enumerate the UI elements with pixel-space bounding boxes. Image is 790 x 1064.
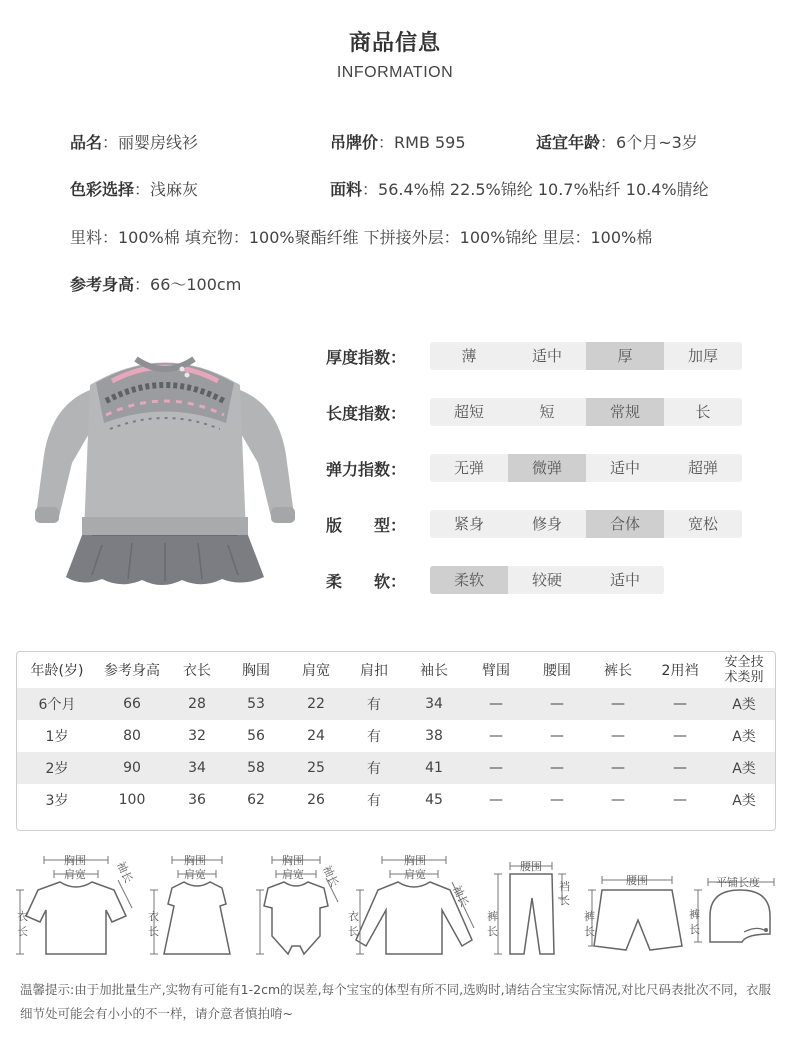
- index-bar: [430, 398, 742, 426]
- table-header: 肩扣: [360, 663, 388, 679]
- table-cell: 1岁: [45, 729, 69, 745]
- table-cell: 24: [307, 728, 325, 744]
- table-cell: —: [489, 728, 503, 744]
- table-cell: —: [673, 792, 687, 808]
- info-age: 适宜年龄：6个月~3岁: [536, 133, 698, 152]
- info-lining: 里料：100%棉 填充物：100%聚酯纤维 下拼接外层：100%锦纶 里层：100%棉: [70, 228, 653, 247]
- page-title: 商品信息: [348, 31, 441, 56]
- crotch-label: 长: [559, 894, 570, 907]
- table-cell: 有: [347, 688, 401, 720]
- index-label: 厚度指数：: [326, 348, 407, 367]
- index-option: 修身: [531, 515, 562, 533]
- pants-length-label: 长: [487, 925, 498, 938]
- index-label: 柔 软：: [326, 572, 407, 591]
- shoulder-label: 肩宽: [404, 868, 426, 881]
- table-cell: —: [611, 728, 625, 744]
- table-header: 腰围: [543, 663, 571, 679]
- index-bar: [430, 566, 664, 594]
- index-option: 宽松: [687, 515, 718, 533]
- table-cell: —: [673, 728, 687, 744]
- index-option: 薄: [461, 347, 477, 365]
- index-option-selected: 合体: [586, 510, 664, 538]
- table-header: 胸围: [242, 663, 270, 679]
- table-cell: A类: [713, 752, 775, 784]
- table-cell: 3岁: [45, 793, 69, 809]
- hat-length-label: 长: [689, 923, 700, 936]
- index-option: 超弹: [687, 459, 718, 477]
- shoulder-label: 肩宽: [64, 868, 86, 881]
- chest-label: 胸围: [282, 854, 304, 867]
- diagram-tshirt: [14, 850, 144, 960]
- table-cell: 25: [285, 752, 347, 784]
- table-cell: A类: [732, 793, 756, 809]
- table-header: 肩宽: [302, 663, 330, 679]
- diagram-sweater: [346, 850, 480, 960]
- table-cell: 2岁: [17, 752, 97, 784]
- table-header: 臂围: [482, 663, 510, 679]
- index-option-selected: 厚: [586, 342, 664, 370]
- index-label: 弹力指数：: [326, 460, 407, 479]
- chest-label: 胸围: [64, 854, 86, 867]
- table-cell: —: [525, 752, 589, 784]
- index-option: 紧身: [453, 515, 484, 533]
- sleeve-label: 袖长: [450, 883, 472, 909]
- index-option-selected: 微弹: [508, 454, 586, 482]
- table-cell: A类: [713, 688, 775, 720]
- table-cell: 32: [188, 728, 206, 744]
- table-cell: 28: [167, 688, 227, 720]
- table-cell: —: [647, 752, 713, 784]
- table-cell: 100: [118, 792, 146, 808]
- table-cell: —: [611, 792, 625, 808]
- shorts-length-label: 裤: [584, 910, 595, 923]
- index-label: 版 型：: [326, 516, 407, 535]
- page-subtitle: INFORMATION: [336, 64, 454, 81]
- diagram-hat: [686, 850, 780, 960]
- index-bar: [430, 342, 742, 370]
- table-cell: 6个月: [17, 688, 97, 720]
- table-cell: A类: [732, 729, 756, 745]
- table-row: [17, 784, 775, 816]
- index-option: 较硬: [531, 571, 562, 589]
- table-header: 衣长: [183, 663, 211, 679]
- table-row: [17, 720, 775, 752]
- table-cell: 有: [367, 729, 381, 745]
- index-option: 适中: [531, 347, 562, 365]
- product-image: [32, 345, 298, 590]
- crotch-label: 裆: [559, 880, 570, 893]
- index-option: 加厚: [687, 347, 718, 365]
- table-cell: 34: [167, 752, 227, 784]
- table-cell: 41: [401, 752, 467, 784]
- table-cell: 90: [97, 752, 167, 784]
- info-height: 参考身高：66～100cm: [70, 275, 242, 294]
- table-cell: 34: [401, 688, 467, 720]
- sleeve-label: 袖长: [320, 863, 342, 889]
- diagram-pants: [482, 850, 582, 960]
- length-label: 长: [17, 925, 28, 938]
- table-cell: —: [589, 752, 647, 784]
- index-option: 适中: [609, 571, 640, 589]
- info-name: 品名：丽婴房线衫: [70, 133, 199, 152]
- table-cell: 56: [247, 728, 265, 744]
- chest-label: 胸围: [404, 854, 426, 867]
- shorts-length-label: 长: [584, 925, 595, 938]
- shoulder-label: 肩宽: [282, 868, 304, 881]
- table-cell: 36: [188, 792, 206, 808]
- table-cell: —: [489, 792, 503, 808]
- table-header: 参考身高: [104, 663, 160, 679]
- diagram-shorts: [582, 850, 692, 960]
- length-label: 长: [348, 925, 359, 938]
- table-header: 裤长: [604, 663, 632, 679]
- index-option: 超短: [453, 403, 484, 421]
- table-cell: 58: [227, 752, 285, 784]
- index-option: 适中: [609, 459, 640, 477]
- table-header: 安全技 术类别: [724, 655, 764, 685]
- size-table: [16, 651, 776, 831]
- table-row: [17, 752, 775, 784]
- table-cell: 26: [307, 792, 325, 808]
- shoulder-label: 肩宽: [184, 868, 206, 881]
- table-cell: —: [647, 688, 713, 720]
- chest-label: 胸围: [184, 854, 206, 867]
- table-cell: 45: [425, 792, 443, 808]
- info-fabric: 面料：56.4%棉 22.5%锦纶 10.7%粘纤 10.4%腈纶: [330, 180, 709, 199]
- info-price: 吊牌价：RMB 595: [330, 133, 466, 152]
- length-label: 衣: [17, 910, 28, 923]
- notice-text: 温馨提示:由于加批量生产,实物有可能有1-2cm的误差,每个宝宝的体型有所不同,选购时,请结合宝宝实际情况,对比尺码表批次不同，衣服细节处可能会有小小的不一样，请介意者慎拍唷~: [20, 982, 772, 1021]
- pants-length-label: 裤: [487, 910, 498, 923]
- index-option-selected: 柔软: [430, 566, 508, 594]
- index-option: 长: [695, 403, 711, 421]
- diagram-dress: [144, 850, 254, 960]
- table-cell: 80: [123, 728, 141, 744]
- index-option: 短: [539, 403, 555, 421]
- info-color: 色彩选择：浅麻灰: [70, 180, 199, 199]
- table-header: 年龄(岁): [30, 663, 84, 679]
- table-header-row: [17, 652, 775, 688]
- table-cell: 有: [367, 793, 381, 809]
- table-cell: 22: [285, 688, 347, 720]
- index-option-selected: 常规: [586, 398, 664, 426]
- waist-label: 腰围: [626, 874, 648, 887]
- table-cell: 38: [425, 728, 443, 744]
- table-cell: 有: [347, 752, 401, 784]
- table-cell: —: [467, 688, 525, 720]
- table-cell: —: [589, 688, 647, 720]
- length-label: 衣: [148, 910, 159, 923]
- index-bar: [430, 510, 742, 538]
- table-cell: —: [550, 728, 564, 744]
- diagram-romper: [254, 850, 354, 960]
- flat-length-label: 平铺长度: [716, 876, 760, 889]
- table-cell: —: [550, 792, 564, 808]
- table-cell: —: [525, 688, 589, 720]
- waist-label: 腰围: [520, 860, 542, 873]
- hat-length-label: 裤: [689, 908, 700, 921]
- table-cell: —: [467, 752, 525, 784]
- table-row: [17, 688, 775, 720]
- index-option: 无弹: [453, 459, 484, 477]
- table-cell: 66: [97, 688, 167, 720]
- index-bar: [430, 454, 742, 482]
- sleeve-label: 袖长: [114, 859, 136, 885]
- length-label: 衣: [348, 910, 359, 923]
- table-cell: 53: [227, 688, 285, 720]
- table-header: 2用裆: [661, 663, 699, 679]
- table-cell: 62: [247, 792, 265, 808]
- table-header: 袖长: [420, 663, 448, 679]
- index-label: 长度指数：: [326, 404, 407, 423]
- length-label: 长: [148, 925, 159, 938]
